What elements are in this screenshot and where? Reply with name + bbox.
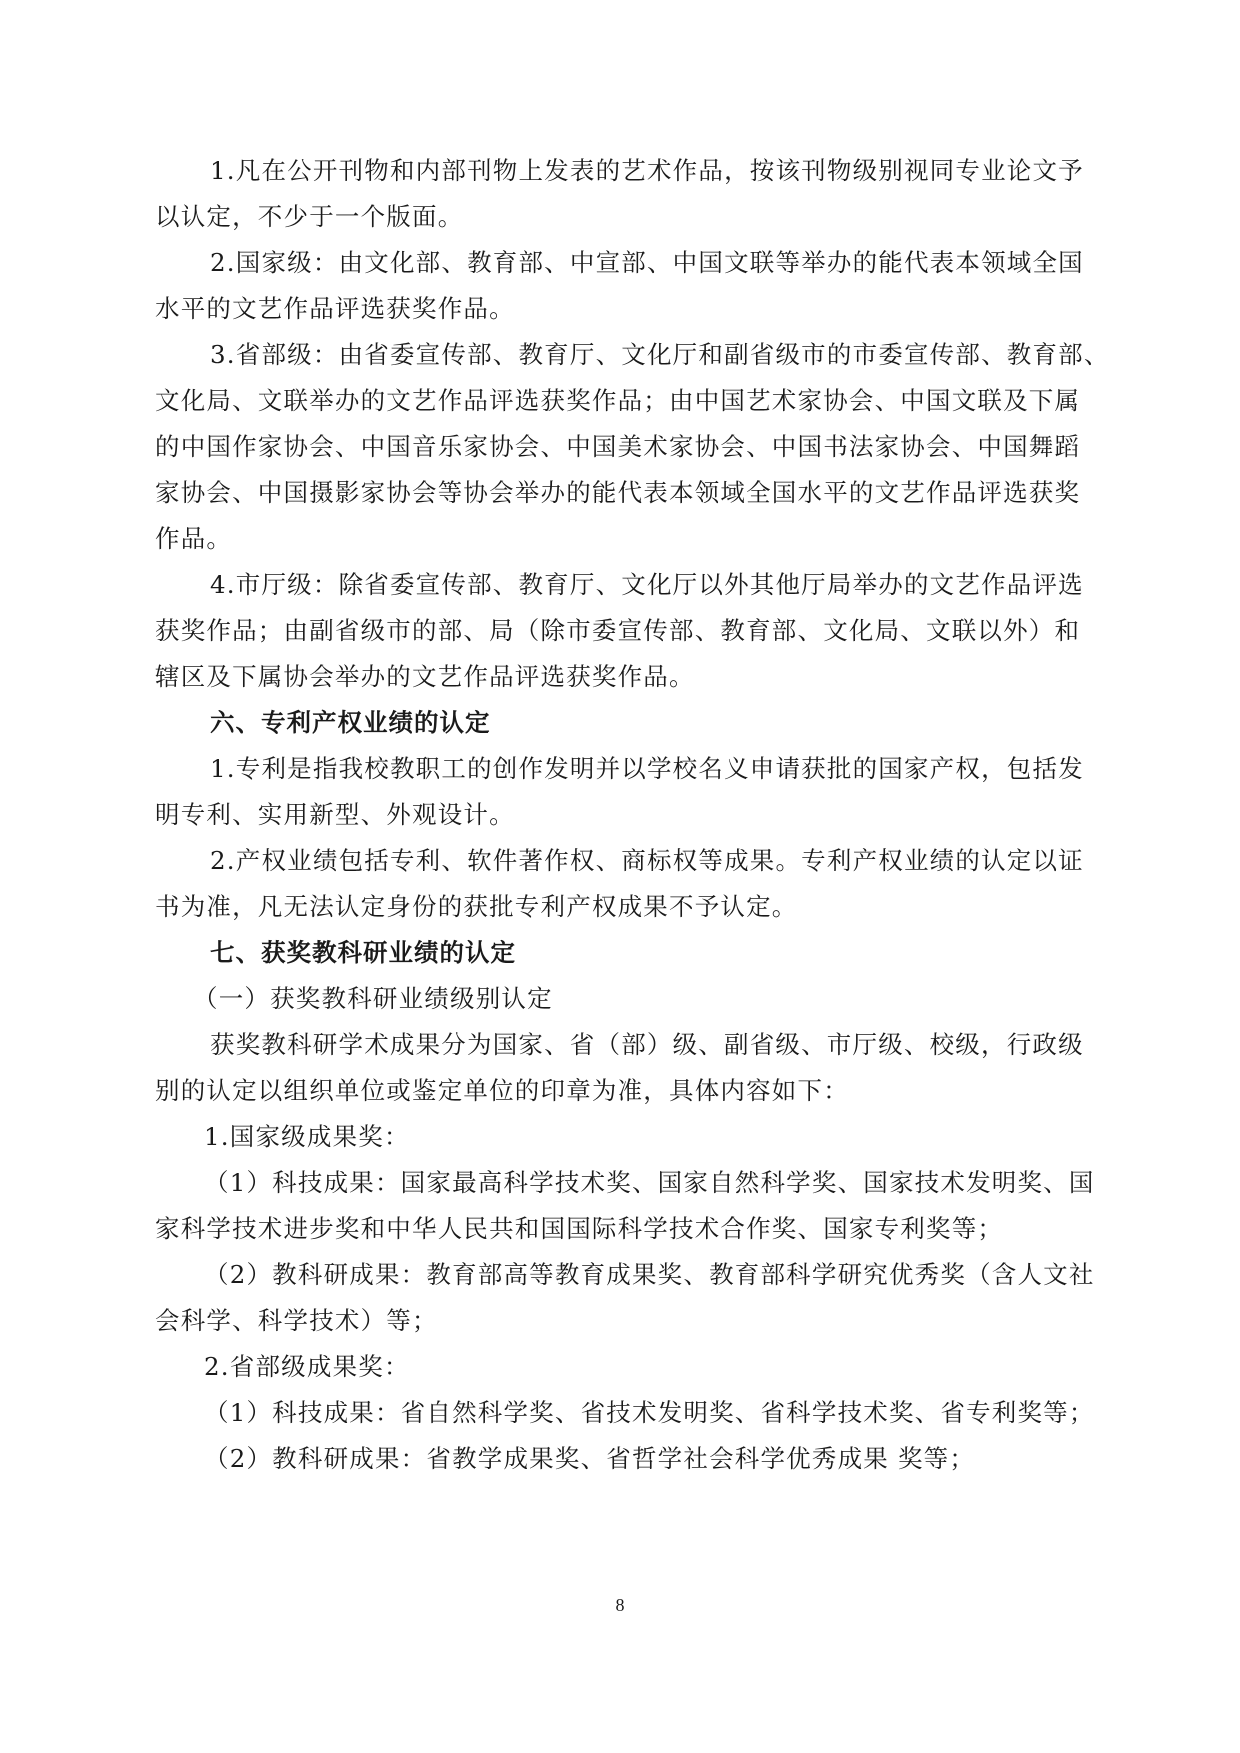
paragraph-line: 1.凡在公开刊物和内部刊物上发表的艺术作品，按该刊物级别视同专业论文予 xyxy=(210,156,1084,185)
paragraph-line: 的中国作家协会、中国音乐家协会、中国美术家协会、中国书法家协会、中国舞蹈 xyxy=(155,432,1081,461)
paragraph-line: 2.国家级：由文化部、教育部、中宣部、中国文联等举办的能代表本领域全国 xyxy=(210,248,1084,277)
paragraph-line: 别的认定以组织单位或鉴定单位的印章为准，具体内容如下： xyxy=(155,1076,849,1105)
paragraph-line: 获奖作品；由副省级市的部、局（除市委宣传部、教育部、文化局、文联以外）和 xyxy=(155,616,1081,645)
paragraph-line: （2）教科研成果：省教学成果奖、省哲学社会科学优秀成果 奖等； xyxy=(204,1444,976,1473)
paragraph-line: （2）教科研成果：教育部高等教育成果奖、教育部科学研究优秀奖（含人文社 xyxy=(204,1260,1095,1289)
paragraph-line: 水平的文艺作品评选获奖作品。 xyxy=(155,294,515,323)
paragraph-line: 文化局、文联举办的文艺作品评选获奖作品；由中国艺术家协会、中国文联及下属 xyxy=(155,386,1081,415)
paragraph-line: 辖区及下属协会举办的文艺作品评选获奖作品。 xyxy=(155,662,695,691)
list-heading: 1.国家级成果奖： xyxy=(204,1122,410,1151)
paragraph-line: 明专利、实用新型、外观设计。 xyxy=(155,800,515,829)
paragraph-line: 获奖教科研学术成果分为国家、省（部）级、副省级、市厅级、校级，行政级 xyxy=(210,1030,1084,1059)
page-number: 8 xyxy=(615,1595,625,1615)
paragraph-line: （1）科技成果：国家最高科学技术奖、国家自然科学奖、国家技术发明奖、国 xyxy=(204,1168,1095,1197)
paragraph-line: 2.产权业绩包括专利、软件著作权、商标权等成果。专利产权业绩的认定以证 xyxy=(210,846,1084,875)
list-heading: 2.省部级成果奖： xyxy=(204,1352,410,1381)
paragraph-line: 家科学技术进步奖和中华人民共和国国际科学技术合作奖、国家专利奖等； xyxy=(155,1214,1004,1243)
section-heading: 七、获奖教科研业绩的认定 xyxy=(210,938,516,967)
section-heading: 六、专利产权业绩的认定 xyxy=(210,708,491,737)
paragraph-line: 书为准，凡无法认定身份的获批专利产权成果不予认定。 xyxy=(155,892,798,921)
paragraph-line: 1.专利是指我校教职工的创作发明并以学校名义申请获批的国家产权，包括发 xyxy=(210,754,1084,783)
subsection-heading: （一）获奖教科研业绩级别认定 xyxy=(193,984,553,1013)
paragraph-line: 会科学、科学技术）等； xyxy=(155,1306,438,1335)
paragraph-line: 作品。 xyxy=(155,524,233,553)
paragraph-line: 家协会、中国摄影家协会等协会举办的能代表本领域全国水平的文艺作品评选获奖 xyxy=(155,478,1081,507)
paragraph-line: 以认定，不少于一个版面。 xyxy=(155,202,464,231)
paragraph-line: 4.市厅级：除省委宣传部、教育厅、文化厅以外其他厅局举办的文艺作品评选 xyxy=(210,570,1084,599)
paragraph-line: 3.省部级：由省委宣传部、教育厅、文化厅和副省级市的市委宣传部、教育部、 xyxy=(210,340,1110,369)
paragraph-line: （1）科技成果：省自然科学奖、省技术发明奖、省科学技术奖、省专利奖等； xyxy=(204,1398,1095,1427)
